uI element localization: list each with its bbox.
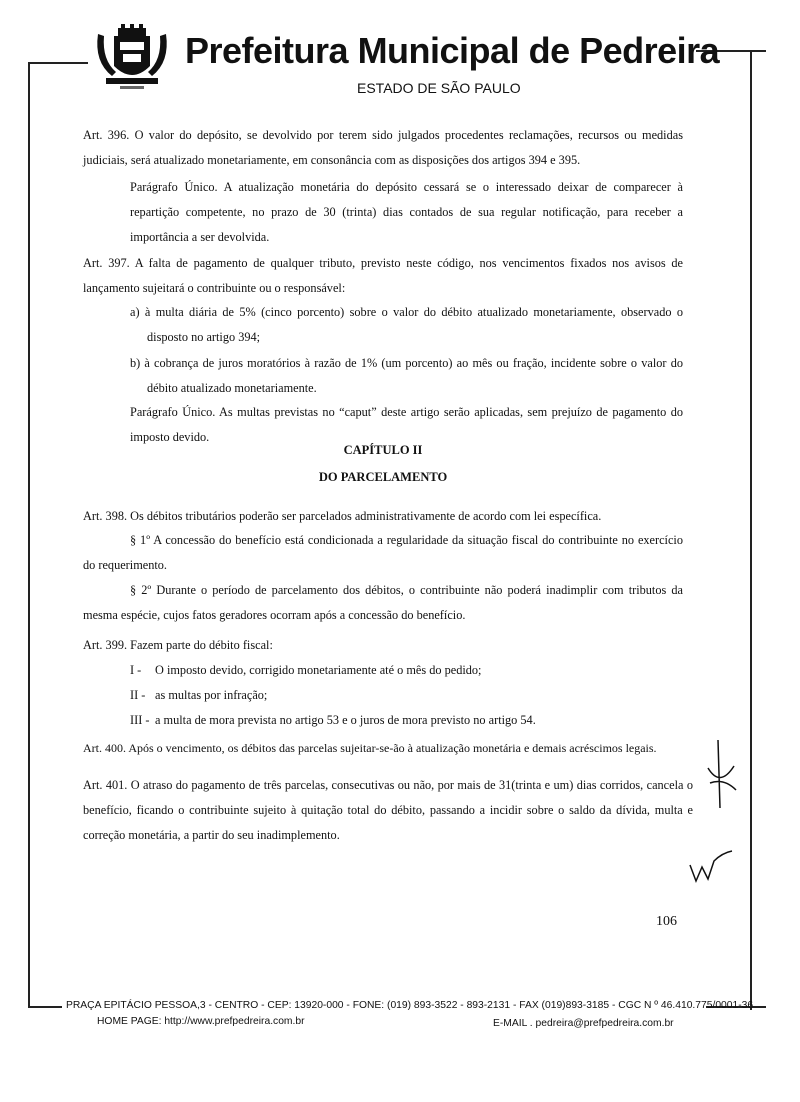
item-text: as multas por infração; — [155, 688, 268, 702]
article-397-paragraph: Parágrafo Único. As multas previstas no “caput” deste artigo serão aplicadas, sem prejuízo de pagamento do imposto devido. — [130, 405, 683, 444]
item-number: I - — [130, 663, 142, 677]
article-399-item-1 — [130, 658, 683, 683]
chapter-title: DO PARCELAMENTO — [318, 470, 448, 484]
item-number: II - — [130, 688, 146, 702]
article-398-section-1: § 1º A concessão do benefício está condicionada a regularidade da situação fiscal do contribuinte no exercício do requerimento. — [83, 533, 683, 572]
item-number: III - — [130, 713, 150, 727]
border-top-left — [28, 62, 88, 64]
chapter-heading: CAPÍTULO II — [343, 443, 423, 457]
footer-address: PRAÇA EPITÁCIO PESSOA,3 - CENTRO - CEP: 13920-000 - FONE: (019) 893-3522 - 893-2131 - FAX (019)893-3185 - CGC N º 46.410.775/0001-36 — [66, 1000, 754, 1011]
article-396: Art. 396. O valor do depósito, se devolvido por terem sido julgados procedentes reclamações, recursos ou medidas judiciais, será atualizado monetariamente, em consonância com as disposições dos artigos 394 e 395. — [83, 128, 683, 167]
footer-homepage: HOME PAGE: http://www.prefpedreira.com.br — [97, 1016, 305, 1027]
article-401: Art. 401. O atraso do pagamento de três parcelas, consecutivas ou não, por mais de 31(trinta e um) dias corridos, cancela o benefício, ficando o contribuinte sujeito à quitação total do débito, passando a incidir sobre o saldo da dívida, multa e correção monetária, a partir do seu inadimplemento. — [83, 778, 693, 842]
article-399-item-3 — [130, 708, 683, 733]
border-right — [750, 50, 752, 1010]
header-subtitle: ESTADO DE SÃO PAULO — [357, 80, 521, 96]
border-bottom-left — [28, 1006, 62, 1008]
footer-email: E-MAIL . pedreira@prefpedreira.com.br — [493, 1018, 674, 1029]
article-400: Art. 400. Após o vencimento, os débitos das parcelas sujeitar-se-ão à atualização monetária e demais acréscimos legais. — [83, 741, 657, 755]
article-396-paragraph: Parágrafo Único. A atualização monetária do depósito cessará se o interessado deixar de comparecer à repartição competente, no prazo de 30 (trinta) dias contados de sua regular notificação, para receber a importância a ser devolvida. — [130, 180, 683, 244]
article-399: Art. 399. Fazem parte do débito fiscal: — [83, 638, 273, 652]
handwritten-signature — [700, 738, 740, 818]
article-398: Art. 398. Os débitos tributários poderão ser parcelados administrativamente de acordo com lei específica. — [83, 509, 602, 523]
article-397-item-a: a) à multa diária de 5% (cinco porcento) sobre o valor do débito atualizado monetariamente, observado o disposto no artigo 394; — [130, 305, 683, 344]
header-title: Prefeitura Municipal de Pedreira — [185, 30, 720, 71]
municipal-crest-logo — [92, 22, 172, 94]
handwritten-initials — [686, 845, 736, 885]
article-399-item-2 — [130, 683, 683, 708]
article-398-section-2: § 2º Durante o período de parcelamento dos débitos, o contribuinte não poderá inadimplir com tributos da mesma espécie, cujos fatos geradores ocorram após a concessão do benefício. — [83, 583, 683, 622]
item-text: O imposto devido, corrigido monetariamente até o mês do pedido; — [155, 663, 482, 677]
article-397-item-b: b) à cobrança de juros moratórios à razão de 1% (um porcento) ao mês ou fração, incidente sobre o valor do débito atualizado monetariamente. — [130, 356, 683, 395]
article-397: Art. 397. A falta de pagamento de qualquer tributo, previsto neste código, nos vencimentos fixados nos avisos de lançamento sujeitará o contribuinte ou o responsável: — [83, 256, 683, 295]
item-text: a multa de mora prevista no artigo 53 e o juros de mora previsto no artigo 54. — [155, 713, 536, 727]
border-left — [28, 62, 30, 1007]
page-number: 106 — [656, 914, 677, 929]
